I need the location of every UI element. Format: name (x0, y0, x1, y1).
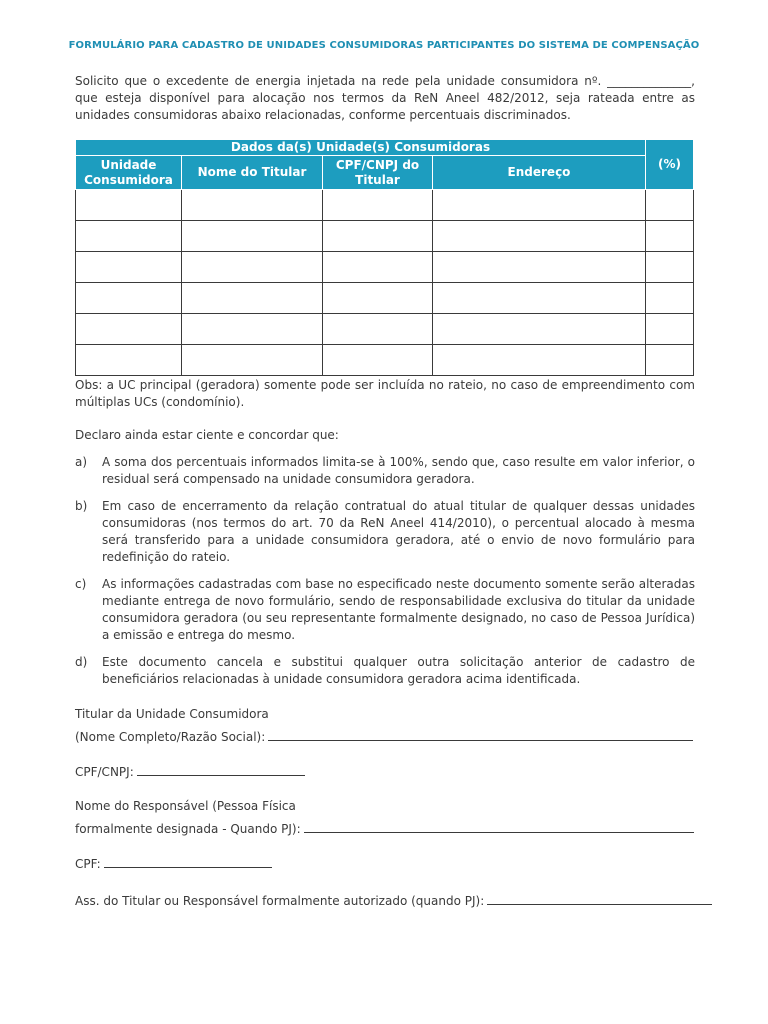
obs-note: Obs: a UC principal (geradora) somente pode ser incluída no rateio, no caso de empreendimento com múltiplas UCs (condomínio). (75, 378, 695, 409)
list-marker: c) (75, 577, 87, 591)
list-text: Este documento cancela e substitui qualquer outra solicitação anterior de cadastro de beneficiários relacionadas à unidade consumidora geradora acima identificada. (102, 655, 695, 686)
list-marker: a) (75, 455, 88, 469)
table-header-unidade: Unidade Consumidora (76, 156, 182, 190)
table-cell[interactable] (433, 345, 646, 376)
table-header-nome: Nome do Titular (182, 156, 323, 190)
table-cell[interactable] (433, 283, 646, 314)
table-cell[interactable] (182, 345, 323, 376)
table-header-cpf-cnpj: CPF/CNPJ do Titular (323, 156, 433, 190)
table-cell[interactable] (182, 252, 323, 283)
form-title: FORMULÁRIO PARA CADASTRO DE UNIDADES CONSUMIDORAS PARTICIPANTES DO SISTEMA DE COMPENSAÇÃO (68, 40, 700, 51)
table-cell[interactable] (646, 283, 694, 314)
assinatura-input-line[interactable] (487, 893, 712, 905)
table-cell[interactable] (323, 345, 433, 376)
titular-label-line2: (Nome Completo/Razão Social): (75, 730, 266, 744)
titular-name-input-line[interactable] (268, 729, 693, 741)
table-cell[interactable] (323, 190, 433, 221)
assinatura-field-row (75, 893, 712, 908)
list-marker: b) (75, 499, 88, 513)
table-header-endereco: Endereço (433, 156, 646, 190)
table-cell[interactable] (323, 283, 433, 314)
assinatura-label: Ass. do Titular ou Responsável formalmente autorizado (quando PJ): (75, 894, 485, 908)
table-cell[interactable] (433, 190, 646, 221)
responsavel-field-row (75, 821, 694, 836)
table-cell[interactable] (76, 314, 182, 345)
list-item (75, 498, 695, 566)
table-cell[interactable] (323, 314, 433, 345)
table-cell[interactable] (433, 314, 646, 345)
declaration-list (75, 454, 695, 698)
cpf-field-row (75, 856, 272, 871)
responsavel-label-line1: Nome do Responsável (Pessoa Física (75, 799, 296, 813)
table-cell[interactable] (182, 190, 323, 221)
declaro-heading: Declaro ainda estar ciente e concordar que: (75, 428, 339, 442)
responsavel-label-line2: formalmente designada - Quando PJ): (75, 822, 301, 836)
cpf-cnpj-input-line[interactable] (137, 764, 305, 776)
cpf-input-line[interactable] (104, 856, 272, 868)
table-cell[interactable] (76, 283, 182, 314)
table-cell[interactable] (433, 221, 646, 252)
list-marker: d) (75, 655, 88, 669)
table-cell[interactable] (646, 190, 694, 221)
cpf-label: CPF: (75, 857, 101, 871)
table-cell[interactable] (76, 221, 182, 252)
cpf-cnpj-label: CPF/CNPJ: (75, 765, 134, 779)
list-item (75, 654, 695, 688)
table-cell[interactable] (646, 252, 694, 283)
consumer-units-table (75, 139, 694, 376)
list-text: Em caso de encerramento da relação contratual do atual titular de qualquer dessas unidades consumidoras (nos termos do art. 70 da ReN Aneel 414/2010), o percentual alocado à mesma será transferido para a unidade consumidora geradora, até o envio de novo formulário para redefinição do rateio. (102, 499, 695, 564)
list-item (75, 576, 695, 644)
list-text: A soma dos percentuais informados limita-se à 100%, sendo que, caso resulte em valor inferior, o residual será compensado na unidade consumidora geradora. (102, 455, 695, 486)
table-cell[interactable] (646, 221, 694, 252)
table-cell[interactable] (323, 252, 433, 283)
table-cell[interactable] (76, 190, 182, 221)
intro-paragraph: Solicito que o excedente de energia injetada na rede pela unidade consumidora nº. ______________, que esteja disponível para alocação nos termos da ReN Aneel 482/2012, seja rateada entre as unidades consumidoras abaixo relacionadas, conforme percentuais discriminados. (75, 74, 695, 122)
table-row (76, 190, 694, 221)
responsavel-name-input-line[interactable] (304, 821, 694, 833)
table-header-percent: (%) (646, 140, 694, 190)
table-cell[interactable] (646, 314, 694, 345)
table-row (76, 314, 694, 345)
table-row (76, 283, 694, 314)
list-text: As informações cadastradas com base no especificado neste documento somente serão alteradas mediante entrega de novo formulário, sendo de responsabilidade exclusiva do titular da unidade consumidora geradora (ou seu representante formalmente designado, no caso de Pessoa Jurídica) a emissão e entrega do mesmo. (102, 577, 695, 642)
table-group-header: Dados da(s) Unidade(s) Consumidoras (76, 140, 646, 156)
table-cell[interactable] (323, 221, 433, 252)
list-item (75, 454, 695, 488)
table-row (76, 221, 694, 252)
table-row (76, 345, 694, 376)
table-cell[interactable] (182, 221, 323, 252)
titular-field-row (75, 729, 693, 744)
table-cell[interactable] (76, 252, 182, 283)
table-cell[interactable] (433, 252, 646, 283)
table-cell[interactable] (182, 314, 323, 345)
cpf-cnpj-field-row (75, 764, 305, 779)
table-row (76, 252, 694, 283)
table-cell[interactable] (182, 283, 323, 314)
table-cell[interactable] (76, 345, 182, 376)
table-cell[interactable] (646, 345, 694, 376)
titular-label-line1: Titular da Unidade Consumidora (75, 707, 269, 721)
